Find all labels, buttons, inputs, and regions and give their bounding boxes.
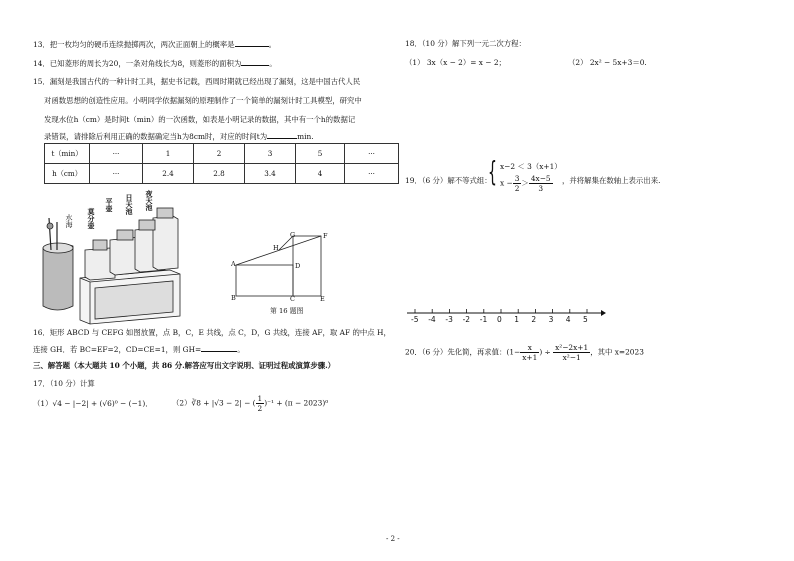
- point-label-A: A: [231, 260, 236, 268]
- arrow-right-icon: [601, 310, 606, 316]
- brace-icon: {: [488, 155, 497, 188]
- table-row-t: [45, 144, 399, 164]
- point-label-F: F: [323, 232, 328, 240]
- question-15-line2: 对函数思想的创造性应用。小明同学依据漏刻的原理制作了一个简单的漏刻计时工具模型，研究中: [44, 96, 362, 105]
- illustration-label: 日天池: [125, 194, 134, 215]
- number-line-tick-label: -3: [445, 315, 453, 324]
- point-label-H: H: [273, 244, 279, 252]
- point-label-D: D: [295, 262, 301, 270]
- question-16-line2: 连接 GH．若 BC=EF=2，CD=CE=1，则 GH= 。: [33, 345, 245, 354]
- question-18-part2: （2） 2x² − 5x+3＝0.: [568, 58, 647, 67]
- table-cell: ···: [345, 164, 399, 184]
- answer-blank-16[interactable]: [201, 343, 237, 352]
- table-cell: 2.4: [143, 164, 194, 184]
- question-20: 20．（6 分）先化简，再求值：(1− $\frac{x}{x+1}$ ) ÷ $\frac{\text{x²−2x+1}}{\text{x²−1}}$ ，其中 x=2023: [405, 343, 644, 362]
- table-cell: 5: [296, 144, 345, 164]
- question-18-title: 18．（10 分）解下列一元二次方程：: [405, 39, 526, 48]
- answer-blank-13[interactable]: [235, 38, 269, 47]
- point-label-G: G: [290, 231, 296, 239]
- question-17-part1: （1）√4 − |−2| + (√6)⁰ − (−1)．: [33, 399, 153, 408]
- point-label-B: B: [231, 294, 236, 302]
- table-cell: 3: [245, 144, 296, 164]
- point-label-E: E: [320, 295, 325, 303]
- table-row-h: [45, 164, 399, 184]
- illustration-label: 水海: [65, 214, 73, 228]
- table-cell: 4: [296, 164, 345, 184]
- table-cell: 2: [194, 144, 245, 164]
- question-17-part2: （2）∛8 + |√3 − 2| − ( $\frac{1}{2}$ )⁻¹ + (π − 2023)⁰: [172, 394, 329, 413]
- question-13: 13．把一枚均匀的硬币连续抛掷两次，两次正面朝上的概率是 。: [33, 40, 276, 49]
- number-line-tick-label: -4: [428, 315, 436, 324]
- question-15-line4: 录错误，请排除后利用正确的数据确定当h为8cm时，对应的时间t为 min.: [44, 132, 314, 141]
- inequality-2: x − $\frac{3}{2}$ ＞ $\frac{4x-5}{3}$: [500, 174, 551, 193]
- answer-blank-15[interactable]: [267, 130, 297, 139]
- table-cell: 3.4: [245, 164, 296, 184]
- illustration-label: 夜天池: [145, 190, 154, 211]
- figure-16-caption: 第 16 题图: [270, 307, 304, 315]
- question-15-line1: 15．漏刻是我国古代的一种计时工具，据史书记载，西周时期就已经出现了漏刻，这是中国古代人民: [33, 77, 361, 86]
- table-cell: ···: [345, 144, 399, 164]
- question-18-part1: （1） 3x（x − 2）= x − 2；: [405, 58, 506, 67]
- question-17-title: 17．（10 分）计算: [33, 379, 95, 388]
- illustration-label: 平壶: [105, 198, 114, 212]
- section-3-heading: 三、解答题（本大题共 10 个小题，共 86 分.解答应写出文字说明、证明过程或演算步骤.）: [33, 361, 336, 370]
- page-number: - 2 -: [386, 535, 400, 543]
- data-table: [44, 143, 399, 184]
- table-cell: ···: [90, 144, 143, 164]
- point-label-C: C: [290, 295, 295, 303]
- table-cell: t（min）: [45, 144, 90, 164]
- question-15-line3: 发现水位h（cm）是时间t（min）的一次函数，如表是小明记录的数据，其中有一个h的数据记: [44, 115, 356, 124]
- table-cell: 1: [143, 144, 194, 164]
- table-cell: h（cm）: [45, 164, 90, 184]
- illustration-label: 莫分壶: [87, 208, 96, 229]
- question-19-label: 19．（6 分）解不等式组：: [405, 176, 492, 185]
- question-16-line1: 16．矩形 ABCD 与 CEFG 如图放置，点 B，C，E 共线，点 C，D，G 共线，连接 AF，取 AF 的中点 H，: [33, 328, 391, 337]
- number-line-tick-label: 4: [565, 315, 571, 324]
- number-line-tick-label: 0: [497, 315, 502, 324]
- number-line-tick-label: -1: [479, 315, 488, 324]
- number-line-tick-label: -5: [411, 315, 419, 324]
- number-line-tick-label: 3: [548, 315, 554, 324]
- number-line-tick-label: 2: [531, 315, 537, 324]
- table-cell: ···: [90, 164, 143, 184]
- number-line-tick-label: 5: [583, 315, 588, 324]
- number-line-tick-label: 1: [514, 315, 519, 324]
- figure-16-geometry: [230, 230, 330, 310]
- answer-blank-14[interactable]: [241, 57, 269, 66]
- question-19-tail: ，并将解集在数轴上表示出来.: [562, 176, 661, 185]
- table-cell: 2.8: [194, 164, 245, 184]
- number-line-tick-label: -2: [462, 315, 471, 324]
- inequality-1: x−2 ＜ 3（x+1）: [500, 162, 562, 171]
- question-14: 14．已知菱形的周长为20，一条对角线长为8，则菱形的面积为 。: [33, 59, 277, 68]
